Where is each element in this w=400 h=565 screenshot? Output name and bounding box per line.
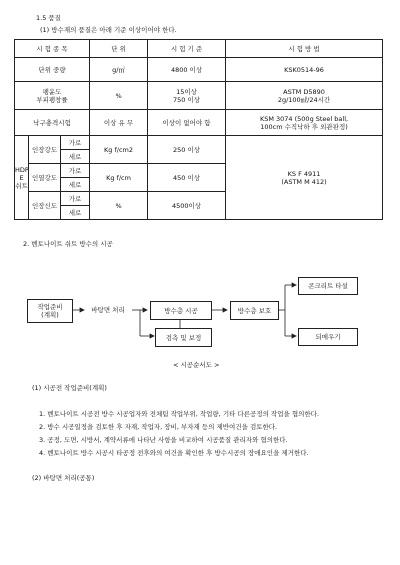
flow-step-line: (계획) [41,311,59,319]
elong-unit: % [90,192,148,220]
flow-step-line: 작업준비 [37,303,63,311]
flow-step-inspect: 검측 및 보정 [155,328,212,347]
row-unit: g/㎡ [90,58,148,82]
col-header-method: 시 험 방 법 [226,40,383,58]
direction-label: 세로 [61,206,90,220]
row-method-line: 2g/100㎖/24시간 [277,95,331,104]
list-item: 2. 방수 시공일정을 검토한 후 자재, 작업자, 장비, 부자재 등의 제반여건을 검토한다. [39,423,278,431]
row-criteria-line: 15이상 [176,87,197,96]
tensile-label: 인장강도 [29,136,61,164]
row-method: KSK0514-96 [226,58,383,82]
tear-unit: Kg f/cm [90,164,148,192]
tensile-criteria: 250 이상 [148,136,226,164]
section4-heading: (2) 바탕면 처리(공통) [32,474,95,482]
flowchart-caption: < 시공순서도 > [173,361,220,369]
row-method-line: KSM 3074 (500g Steel ball, [259,114,349,123]
tensile-unit: Kg f/cm2 [90,136,148,164]
row-method-line: 100cm 수직낙하 후 외관판정) [260,122,348,131]
sheet-method-line: (ASTM M 412) [281,177,327,186]
arrow-head [143,308,147,312]
direction-label: 세로 [61,178,90,192]
direction-label: 가로 [61,192,90,206]
row-item: 낙구충격시험 [15,110,90,136]
arrow-head [292,283,296,287]
flow-step-prepare [27,299,73,323]
sheet-method-line: KS F 4911 [287,169,321,178]
section-intro: (1) 방수재의 품질은 아래 기준 이상이어야 한다. [40,26,177,34]
direction-label: 가로 [61,136,90,150]
list-item: 4. 벤토나이트 방수 시공시 타공정 전후와의 여건을 확인한 후 방수시공의 장애요인을 제거한다. [39,449,309,457]
row-unit: 이상 유 무 [90,110,148,136]
row-criteria: 이상이 없어야 함 [148,110,226,136]
col-header-criteria: 시 험 기 준 [148,40,226,58]
sheet-group-line: 쉬트 [15,181,28,190]
section2-heading: 2. 벤토나이트 쉬트 방수의 시공 [23,240,113,248]
row-criteria: 4800 이상 [148,58,226,82]
sheet-group-line: HDP [15,165,29,174]
row-criteria-line: 750 이상 [173,95,201,104]
arrow-head [223,308,227,312]
direction-label: 가로 [61,164,90,178]
flow-step-backfill: 되메우기 [298,328,358,346]
row-method-line: ASTM D5890 [283,87,325,96]
elong-criteria: 4500이상 [148,192,226,220]
tear-criteria: 450 이상 [148,164,226,192]
col-header-unit: 단 위 [90,40,148,58]
row-unit: % [90,82,148,110]
row-item-line: 팽윤도 [42,87,62,96]
flow-step-surface: 바탕면 처리 [85,302,131,317]
section-heading: 1.5 품질 [36,14,61,22]
elong-label: 인장신도 [29,192,61,220]
arrow-head [80,308,84,312]
flow-step-concrete: 콘크리트 타설 [298,277,358,295]
row-item-line: 부피팽창률 [36,95,68,104]
flow-step-install: 방수층 시공 [150,301,212,320]
flow-step-protect: 방수층 보호 [230,301,279,320]
arrow-head [150,334,154,338]
direction-label: 세로 [61,150,90,164]
list-item: 1. 벤토나이트 시공전 방수 시공업자와 전체팀 작업부위, 작업량, 기타 다른공정의 작업을 협의한다. [39,410,320,418]
arrow-head [292,334,296,338]
tear-label: 인열강도 [29,164,61,192]
row-item: 단위 중량 [15,58,90,82]
list-item: 3. 공정, 도면, 시방서, 계약서류에 나타난 사항을 비교하여 시공품질 관리자와 협의한다. [39,436,288,444]
sheet-group-line: E [19,173,24,182]
section3-heading: (1) 시공전 작업준비(계획) [32,384,107,392]
col-header-item: 시 험 종 목 [15,40,90,58]
